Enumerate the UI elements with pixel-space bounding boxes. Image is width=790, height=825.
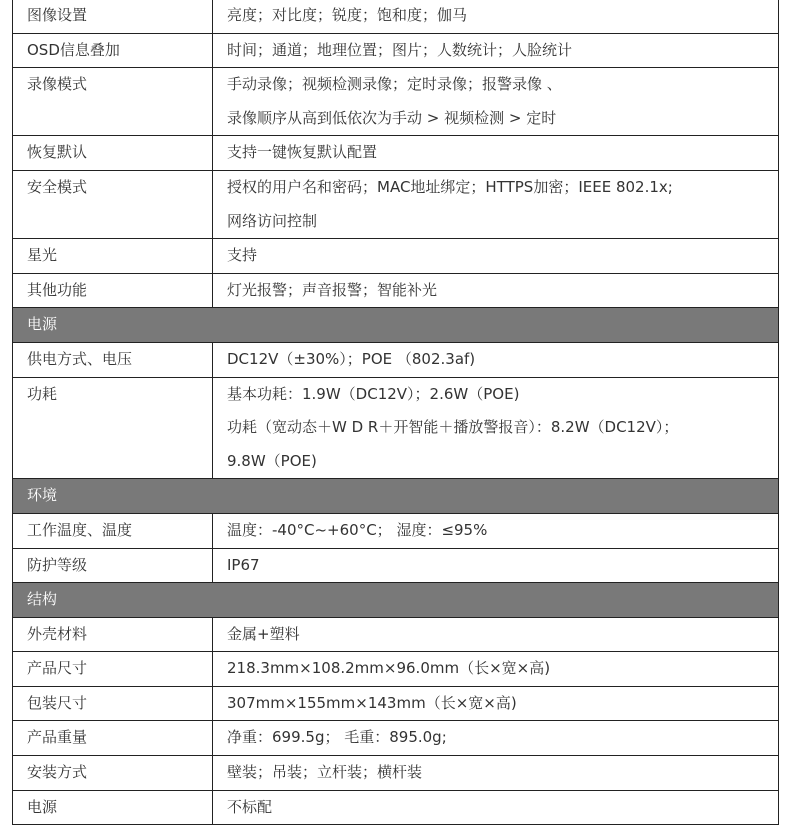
row-label: 供电方式、电压 <box>13 342 213 377</box>
row-label: 安全模式 <box>13 170 213 238</box>
table-row <box>13 136 779 171</box>
table-row <box>13 377 779 479</box>
row-label: 外壳材料 <box>13 617 213 652</box>
section-title: 电源 <box>13 308 779 343</box>
row-value: 亮度；对比度；锐度；饱和度；伽马 <box>213 0 779 33</box>
row-value: 支持一键恢复默认配置 <box>213 136 779 171</box>
row-label: 录像模式 <box>13 68 213 136</box>
row-label: 图像设置 <box>13 0 213 33</box>
row-value: 307mm×155mm×143mm（长×宽×高) <box>213 686 779 721</box>
row-value: 时间；通道；地理位置；图片；人数统计；人脸统计 <box>213 33 779 68</box>
table-row <box>13 548 779 583</box>
row-label: 产品尺寸 <box>13 652 213 687</box>
row-label: OSD信息叠加 <box>13 33 213 68</box>
row-label: 防护等级 <box>13 548 213 583</box>
row-label: 其他功能 <box>13 273 213 308</box>
row-value: DC12V（±30%）；POE （802.3af) <box>213 342 779 377</box>
table-row <box>13 652 779 687</box>
table-row <box>13 170 779 238</box>
table-row <box>13 756 779 791</box>
row-label: 星光 <box>13 239 213 274</box>
table-row <box>13 686 779 721</box>
table-row <box>13 790 779 825</box>
row-value: 金属+塑料 <box>213 617 779 652</box>
row-value: 净重：699.5g； 毛重：895.0g; <box>213 721 779 756</box>
row-value: 授权的用户名和密码；MAC地址绑定；HTTPS加密；IEEE 802.1x; 网络访问控制 <box>213 170 779 238</box>
row-label: 包装尺寸 <box>13 686 213 721</box>
row-value: 不标配 <box>213 790 779 825</box>
row-label: 电源 <box>13 790 213 825</box>
row-value: 壁装；吊装；立杆装；横杆装 <box>213 756 779 791</box>
table-row <box>13 721 779 756</box>
section-header-environment <box>13 479 779 514</box>
table-row <box>13 33 779 68</box>
table-row <box>13 239 779 274</box>
table-row <box>13 0 779 33</box>
row-label: 恢复默认 <box>13 136 213 171</box>
table-row <box>13 617 779 652</box>
row-label: 安装方式 <box>13 756 213 791</box>
section-header-structure <box>13 583 779 618</box>
row-value: 218.3mm×108.2mm×96.0mm（长×宽×高) <box>213 652 779 687</box>
section-title: 结构 <box>13 583 779 618</box>
section-header-power <box>13 308 779 343</box>
row-value: IP67 <box>213 548 779 583</box>
row-label: 工作温度、温度 <box>13 513 213 548</box>
row-label: 产品重量 <box>13 721 213 756</box>
row-value: 温度：-40°C~+60°C； 湿度：≤95% <box>213 513 779 548</box>
row-value: 支持 <box>213 239 779 274</box>
row-label: 功耗 <box>13 377 213 479</box>
table-row <box>13 342 779 377</box>
spec-table <box>12 0 779 825</box>
table-row <box>13 513 779 548</box>
section-title: 环境 <box>13 479 779 514</box>
row-value: 基本功耗：1.9W（DC12V）；2.6W（POE) 功耗（宽动态＋W D R＋开智能＋播放警报音）：8.2W（DC12V）； 9.8W（POE) <box>213 377 779 479</box>
table-row <box>13 273 779 308</box>
row-value: 手动录像；视频检测录像；定时录像；报警录像 、 录像顺序从高到低依次为手动 > 视频检测 > 定时 <box>213 68 779 136</box>
table-row <box>13 68 779 136</box>
row-value: 灯光报警；声音报警；智能补光 <box>213 273 779 308</box>
